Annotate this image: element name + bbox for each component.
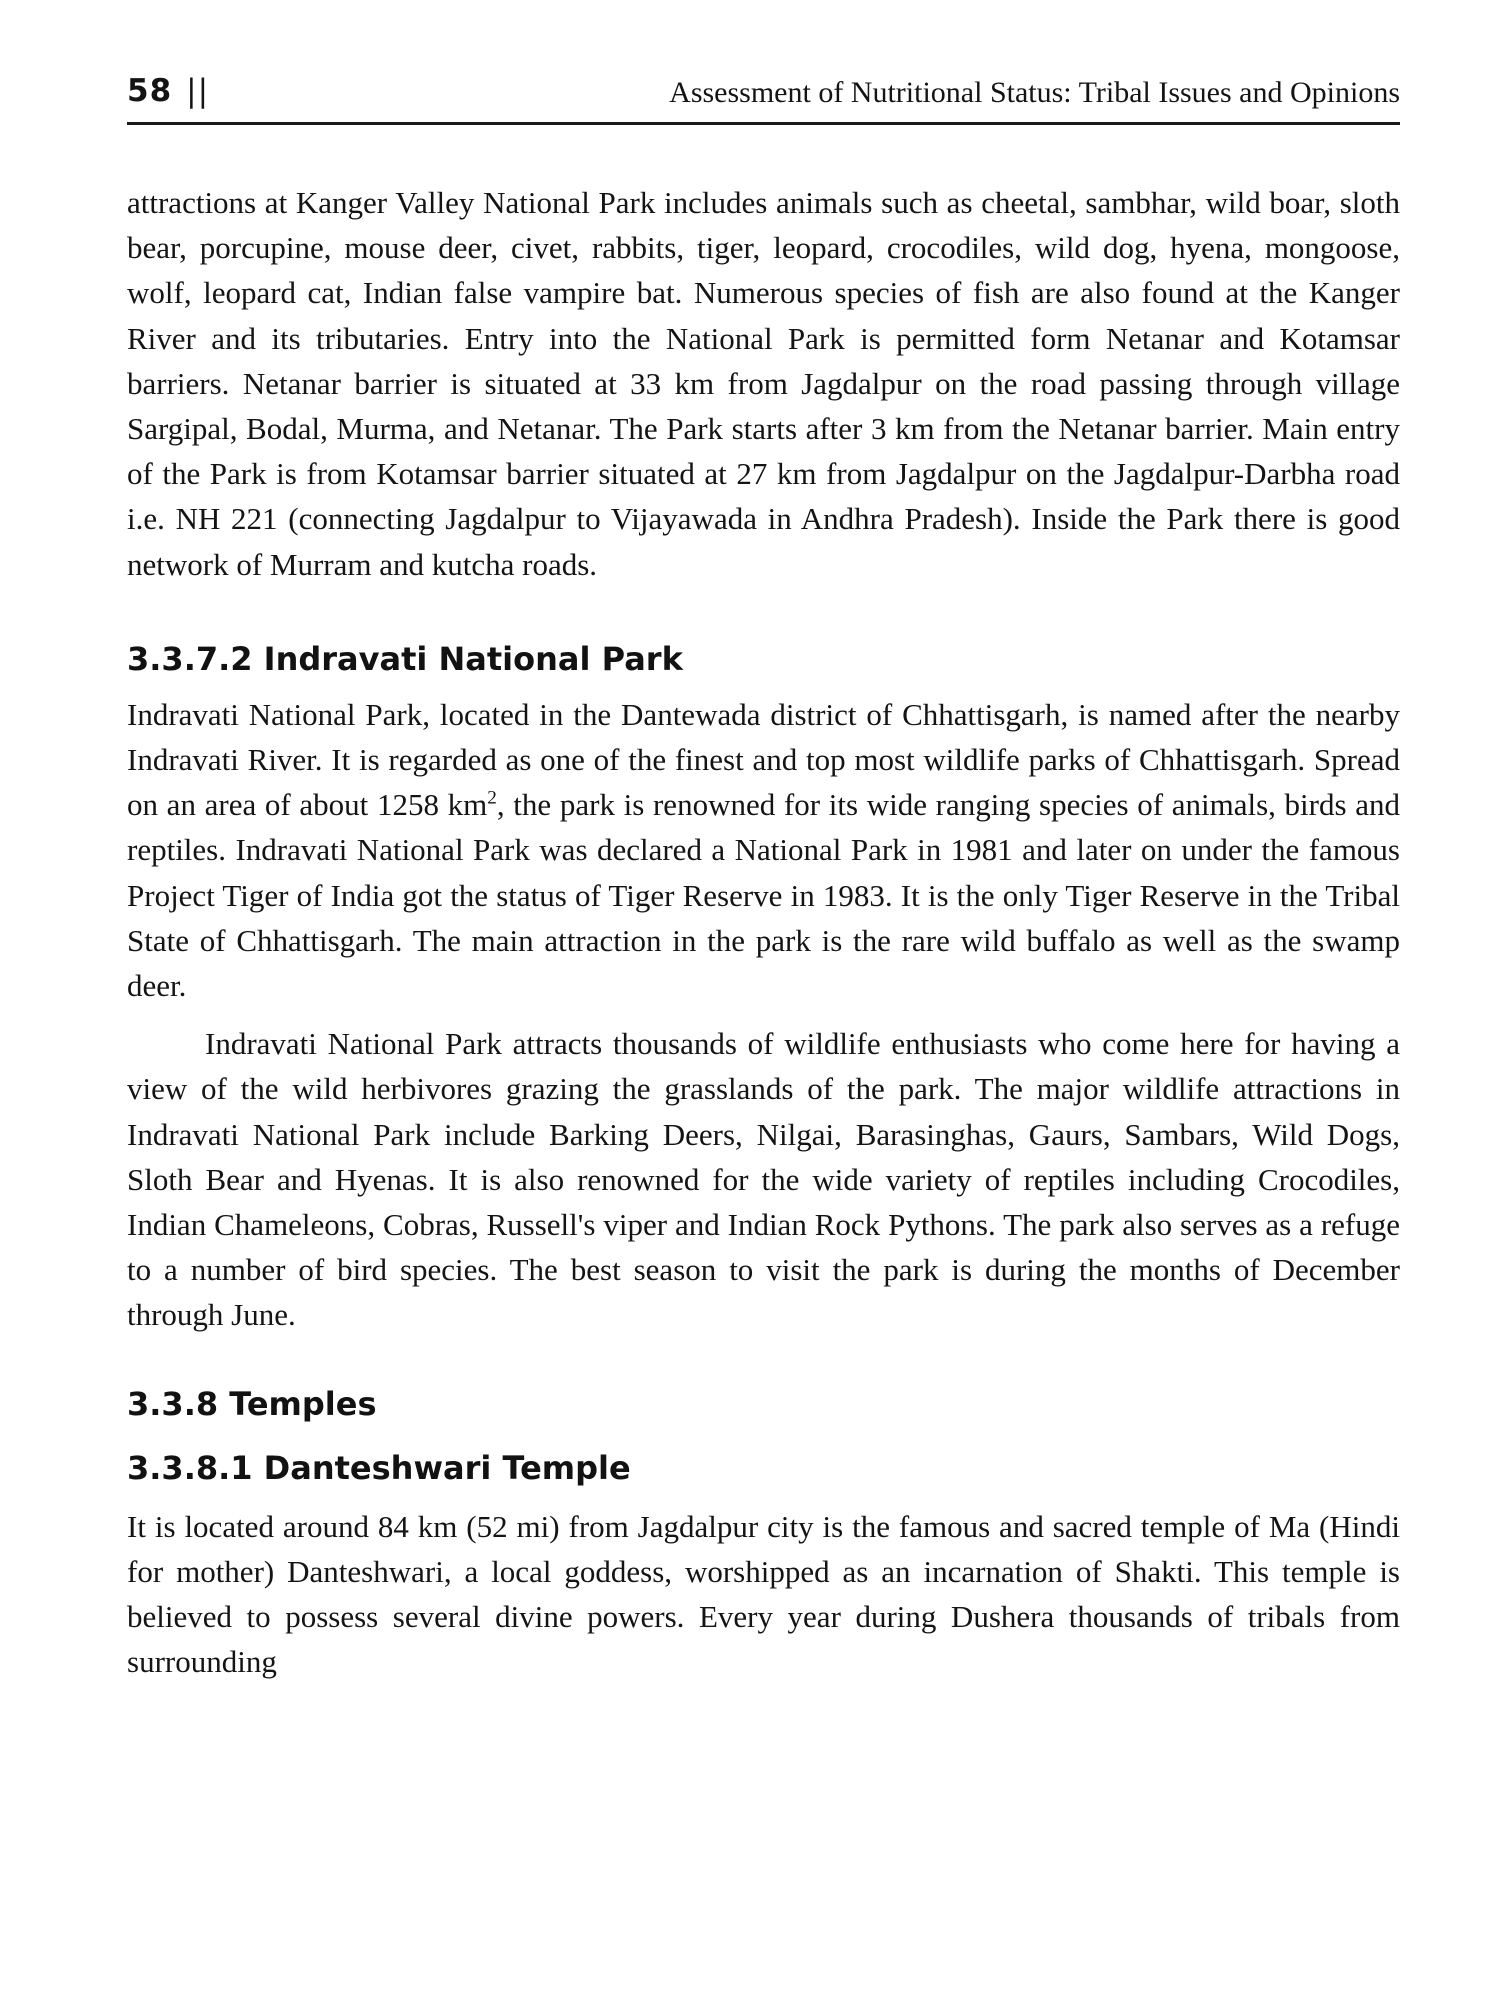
paragraph-indravati-intro — [127, 692, 1400, 1008]
paragraph-indravati-intro-part2: , the park is renowned for its wide ranging species of animals, birds and reptiles. Indravati National Park was declared a National Park in 1981 and later on under the famous Project Tiger of India got the status of Tiger Reserve in 1983. It is the only Tiger Reserve in the Tribal State of Chhattisgarh. The main attraction in the park is the rare wild buffalo as well as the swamp deer. — [127, 787, 1400, 1004]
page-body — [127, 180, 1400, 1684]
superscript-squared: 2 — [487, 787, 497, 809]
section-heading-danteshwari: 3.3.8.1 Danteshwari Temple — [127, 1448, 631, 1487]
book-title: Assessment of Nutritional Status: Tribal Issues and Opinions — [669, 76, 1400, 109]
page-number-separator: || — [186, 73, 210, 109]
page-number-value: 58 — [127, 73, 173, 109]
paragraph-kanger-continued: attractions at Kanger Valley National Park includes animals such as cheetal, sambhar, wild boar, sloth bear, porcupine, mouse deer, civet, rabbits, tiger, leopard, crocodiles, wild dog, hyena, mongoose, wolf, leopard cat, Indian false vampire bat. Numerous species of fish are also found at the Kanger River and its tributaries. Entry into the National Park is permitted form Netanar and Kotamsar barriers. Netanar barrier is situated at 33 km from Jagdalpur on the road passing through village Sargipal, Bodal, Murma, and Netanar. The Park starts after 3 km from the Netanar barrier. Main entry of the Park is from Kotamsar barrier situated at 27 km from Jagdalpur on the Jagdalpur-Darbha road i.e. NH 221 (connecting Jagdalpur to Vijayawada in Andhra Pradesh). Inside the Park there is good network of Murram and kutcha roads. — [127, 185, 1400, 582]
paragraph-indravati-intro-part1: Indravati National Park, located in the Dantewada district of Chhattisgarh, is named after the nearby Indravati River. It is regarded as one of the finest and top most wildlife parks of Chhattisgarh. Spread on an area of about 1258 km — [127, 696, 1400, 823]
running-header — [127, 70, 1400, 125]
section-heading-indravati: 3.3.7.2 Indravati National Park — [127, 639, 683, 678]
paragraph-danteshwari: It is located around 84 km (52 mi) from Jagdalpur city is the famous and sacred temple of Ma (Hindi for mother) Danteshwari, a local goddess, worshipped as an incarnation of Shakti. This temple is believed to possess several divine powers. Every year during Dushera thousands of tribals from surrounding — [127, 1508, 1400, 1680]
paragraph-indravati-wildlife: Indravati National Park attracts thousands of wildlife enthusiasts who come here for having a view of the wild herbivores grazing the grasslands of the park. The major wildlife attractions in Indravati National Park include Barking Deers, Nilgai, Barasinghas, Gaurs, Sambars, Wild Dogs, Sloth Bear and Hyenas. It is also renowned for the wide variety of reptiles including Crocodiles, Indian Chameleons, Cobras, Russell's viper and Indian Rock Pythons. The park also serves as a refuge to a number of bird species. The best season to visit the park is during the months of December through June. — [127, 1026, 1400, 1333]
section-heading-temples: 3.3.8 Temples — [127, 1384, 377, 1423]
paragraph-spacer — [127, 1008, 1400, 1021]
page-number — [127, 73, 210, 109]
